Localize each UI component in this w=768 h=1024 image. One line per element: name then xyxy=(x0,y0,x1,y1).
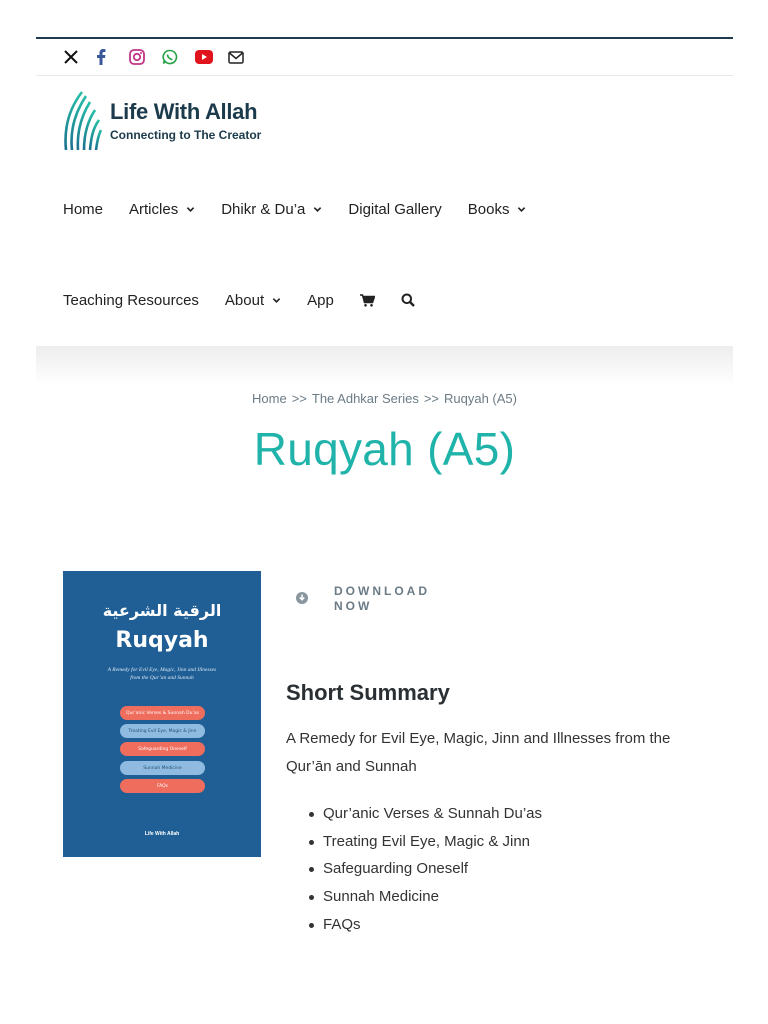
chevron-down-icon xyxy=(186,205,195,214)
top-border xyxy=(36,37,733,39)
page-title: Ruqyah (A5) xyxy=(253,423,516,475)
nav-label: App xyxy=(307,291,334,309)
summary-heading: Short Summary xyxy=(286,680,450,705)
breadcrumb xyxy=(36,391,733,406)
whatsapp-icon[interactable] xyxy=(162,47,195,67)
social-bar xyxy=(63,47,261,67)
nav-label: Teaching Resources xyxy=(63,291,199,309)
breadcrumb-current: Ruqyah (A5) xyxy=(444,391,517,406)
cover-pill: Treating Evil Eye, Magic & Jinn xyxy=(120,724,205,738)
book-cover-image[interactable] xyxy=(63,571,261,857)
cover-title: Ruqyah xyxy=(115,628,209,653)
nav-label: Books xyxy=(467,200,510,218)
cover-brand: Life With Allah xyxy=(144,831,180,837)
cover-pill: Qur’anic Verses & Sunnah Du’as xyxy=(120,706,205,720)
list-item: Treating Evil Eye, Magic & Jinn xyxy=(306,828,542,856)
main-nav-row-2 xyxy=(63,288,441,312)
nav-label: Articles xyxy=(129,200,179,218)
cart-icon[interactable] xyxy=(360,294,375,307)
nav-digital-gallery[interactable] xyxy=(348,201,441,218)
site-logo[interactable] xyxy=(62,90,261,152)
cover-subtitle-line: A Remedy for Evil Eye, Magic, Jinn and Illnesses xyxy=(107,667,217,673)
nav-articles[interactable] xyxy=(129,201,195,218)
nav-app[interactable] xyxy=(307,292,334,309)
instagram-icon[interactable] xyxy=(129,47,162,67)
download-label xyxy=(334,584,444,614)
main-nav-row-1 xyxy=(63,197,552,221)
list-item: Safeguarding Oneself xyxy=(306,855,542,883)
logo-title: Life With Allah xyxy=(110,99,258,124)
nav-about[interactable] xyxy=(225,292,281,309)
cover-pill: Safeguarding Oneself xyxy=(120,742,205,756)
chevron-down-icon xyxy=(272,296,281,305)
logo-tagline: Connecting to The Creator xyxy=(110,128,262,142)
nav-home[interactable] xyxy=(63,201,103,218)
list-item: Qur’anic Verses & Sunnah Du’as xyxy=(306,800,542,828)
breadcrumb-separator: >> xyxy=(423,391,440,406)
breadcrumb-home[interactable]: Home xyxy=(252,391,287,406)
page-frame xyxy=(36,0,733,1024)
cover-arabic-title: الرقية الشرعية xyxy=(102,601,222,620)
x-icon[interactable] xyxy=(63,47,96,67)
breadcrumb-series[interactable]: The Adhkar Series xyxy=(311,391,419,406)
logo-text xyxy=(110,99,261,143)
cover-subtitle xyxy=(63,666,261,682)
cover-pill: FAQs xyxy=(120,779,205,793)
chevron-down-icon xyxy=(313,205,322,214)
header-shadow xyxy=(36,346,733,386)
download-label-line: NOW xyxy=(334,599,373,613)
social-divider xyxy=(36,75,733,76)
nav-teaching-resources[interactable] xyxy=(63,292,199,309)
chevron-down-icon xyxy=(517,205,526,214)
facebook-icon[interactable] xyxy=(96,47,129,67)
nav-books[interactable] xyxy=(468,201,527,218)
nav-label: Digital Gallery xyxy=(348,200,442,218)
list-item: FAQs xyxy=(306,911,542,939)
nav-label: Dhikr & Du’a xyxy=(221,200,306,218)
list-item: Sunnah Medicine xyxy=(306,883,542,911)
summary-list xyxy=(306,800,542,939)
cover-pill: Sunnah Medicine xyxy=(120,761,205,775)
youtube-icon[interactable] xyxy=(195,47,228,67)
nav-label: About xyxy=(224,291,265,309)
email-icon[interactable] xyxy=(228,47,261,67)
nav-dhikr-dua[interactable] xyxy=(221,201,322,218)
logo-mark-icon xyxy=(62,90,102,152)
download-now-button[interactable] xyxy=(296,584,444,614)
cover-subtitle-line: from the Qur’an and Sunnah xyxy=(130,675,194,681)
search-icon[interactable] xyxy=(401,293,415,307)
download-icon xyxy=(296,592,308,604)
download-label-line: DOWNLOAD xyxy=(334,584,430,598)
nav-label: Home xyxy=(63,200,104,218)
breadcrumb-separator: >> xyxy=(291,391,307,406)
summary-text: A Remedy for Evil Eye, Magic, Jinn and Illnesses from the Qur’ān and Sunnah xyxy=(286,730,671,775)
